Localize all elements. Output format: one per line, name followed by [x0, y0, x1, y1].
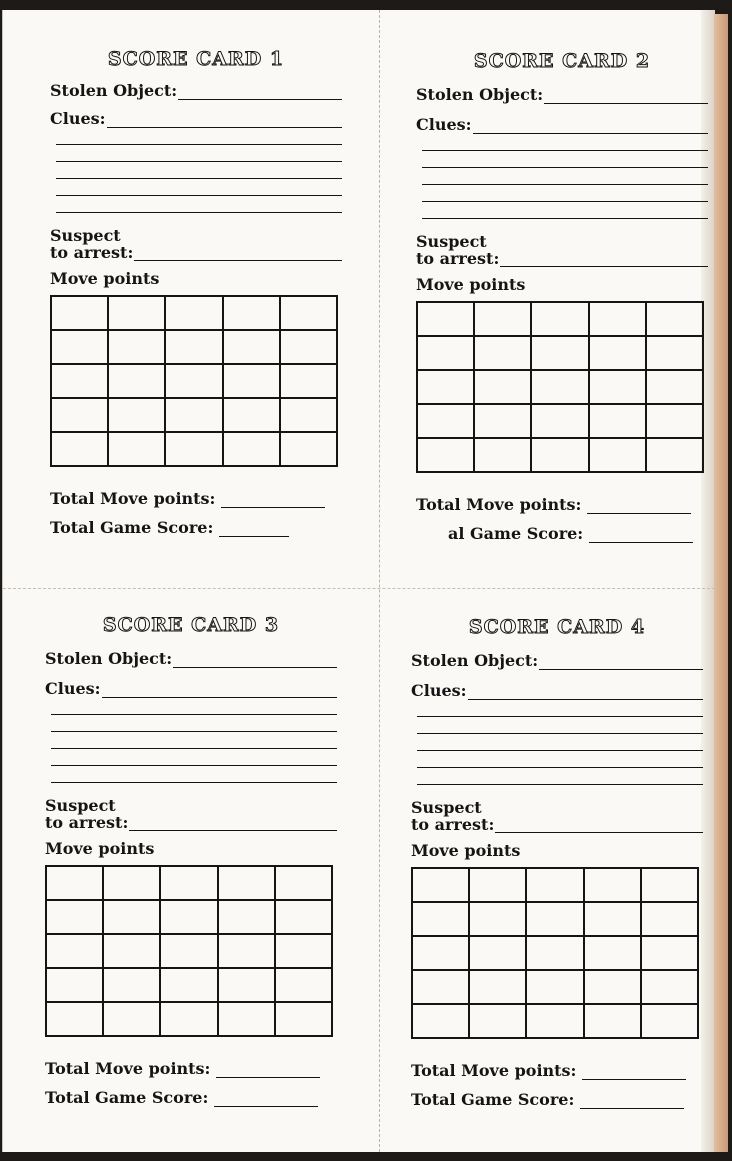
grid-cell[interactable] — [584, 868, 641, 902]
grid-cell[interactable] — [469, 936, 526, 970]
totals-section — [411, 1051, 703, 1109]
grid-cell[interactable] — [531, 370, 588, 404]
suspect-field[interactable] — [495, 818, 703, 833]
grid-cell[interactable] — [46, 866, 103, 900]
suspect-row — [416, 233, 708, 267]
score-card-4 — [411, 614, 703, 1134]
grid-cell[interactable] — [218, 934, 275, 968]
grid-cell[interactable] — [223, 364, 280, 398]
grid-cell[interactable] — [165, 296, 222, 330]
clues-row — [416, 112, 708, 134]
grid-cell[interactable] — [412, 868, 469, 902]
grid-cell[interactable] — [103, 968, 160, 1002]
stolen-object-row — [416, 82, 708, 104]
grid-cell[interactable] — [275, 900, 332, 934]
total-game-score-row — [416, 514, 708, 543]
grid-cell[interactable] — [165, 364, 222, 398]
total-move-points-row — [50, 479, 342, 508]
grid-cell[interactable] — [51, 432, 108, 466]
grid-cell[interactable] — [412, 1004, 469, 1038]
grid-cell[interactable] — [103, 1002, 160, 1036]
suspect-label-line1: Suspect — [411, 798, 482, 817]
grid-cell[interactable] — [103, 866, 160, 900]
suspect-label — [416, 233, 499, 267]
grid-cell[interactable] — [223, 432, 280, 466]
move-points-label: Move points — [50, 269, 160, 288]
card-title: SCORE CARD 1 — [107, 48, 285, 70]
stolen-object-row — [45, 646, 337, 668]
stolen-object-label: Stolen Object: — [416, 85, 544, 104]
totals-section — [50, 479, 342, 537]
grid-cell[interactable] — [275, 934, 332, 968]
grid-cell[interactable] — [589, 370, 646, 404]
move-points-label: Move points — [411, 841, 521, 860]
clue-line[interactable] — [51, 749, 337, 766]
move-points-label: Move points — [416, 275, 526, 294]
grid-cell[interactable] — [526, 1004, 583, 1038]
clues-label: Clues: — [411, 681, 467, 700]
total-move-points-field[interactable] — [216, 1062, 320, 1078]
suspect-label — [411, 799, 494, 833]
total-game-score-field[interactable] — [214, 1091, 318, 1107]
total-game-score-label: Total Game Score: — [411, 1090, 575, 1109]
total-move-points-field[interactable] — [582, 1064, 686, 1080]
grid-cell[interactable] — [280, 364, 337, 398]
total-game-score-row — [50, 508, 342, 537]
card-title: SCORE CARD 2 — [473, 50, 651, 72]
grid-cell[interactable] — [108, 364, 165, 398]
grid-cell[interactable] — [103, 900, 160, 934]
grid-cell[interactable] — [531, 336, 588, 370]
grid-cell[interactable] — [589, 404, 646, 438]
clue-line[interactable] — [51, 698, 337, 715]
clue-line[interactable] — [56, 162, 342, 179]
grid-cell[interactable] — [584, 970, 641, 1004]
grid-cell[interactable] — [51, 398, 108, 432]
grid-cell[interactable] — [474, 370, 531, 404]
clue-line[interactable] — [422, 134, 708, 151]
grid-cell[interactable] — [417, 438, 474, 472]
suspect-field[interactable] — [129, 816, 337, 831]
totals-section — [416, 485, 708, 543]
grid-cell[interactable] — [469, 1004, 526, 1038]
clue-line[interactable] — [417, 768, 703, 785]
suspect-field[interactable] — [134, 246, 342, 261]
move-points-grid — [411, 867, 699, 1039]
grid-cell[interactable] — [218, 1002, 275, 1036]
grid-cell[interactable] — [280, 296, 337, 330]
total-game-score-field[interactable] — [589, 527, 693, 543]
suspect-row — [50, 227, 342, 261]
grid-cell[interactable] — [589, 336, 646, 370]
grid-cell[interactable] — [417, 370, 474, 404]
grid-cell[interactable] — [280, 432, 337, 466]
card-title: SCORE CARD 3 — [102, 614, 280, 636]
grid-cell[interactable] — [469, 970, 526, 1004]
booklet-page-edge — [714, 14, 728, 1152]
clue-line[interactable] — [422, 185, 708, 202]
clue-line[interactable] — [417, 700, 703, 717]
stolen-object-label: Stolen Object: — [50, 81, 178, 100]
suspect-label — [45, 797, 128, 831]
grid-cell[interactable] — [280, 398, 337, 432]
grid-cell[interactable] — [646, 438, 703, 472]
grid-cell[interactable] — [474, 438, 531, 472]
clues-field[interactable] — [102, 682, 337, 698]
booklet-page — [2, 10, 715, 1152]
move-points-grid — [416, 301, 704, 473]
total-game-score-field[interactable] — [580, 1093, 684, 1109]
stolen-object-field[interactable] — [539, 654, 703, 670]
stolen-object-field[interactable] — [178, 84, 342, 100]
clues-field[interactable] — [468, 684, 703, 700]
grid-cell[interactable] — [646, 370, 703, 404]
clue-line[interactable] — [417, 734, 703, 751]
clue-line[interactable] — [56, 128, 342, 145]
suspect-label-line2: to arrest: — [45, 813, 129, 832]
clue-line[interactable] — [51, 766, 337, 783]
stolen-object-row — [50, 78, 342, 100]
grid-cell[interactable] — [108, 398, 165, 432]
grid-cell[interactable] — [469, 868, 526, 902]
grid-cell[interactable] — [417, 302, 474, 336]
grid-cell[interactable] — [474, 404, 531, 438]
grid-cell[interactable] — [526, 970, 583, 1004]
grid-cell[interactable] — [108, 296, 165, 330]
grid-cell[interactable] — [223, 296, 280, 330]
clue-line[interactable] — [51, 715, 337, 732]
move-points-grid — [45, 865, 333, 1037]
clues-row — [411, 678, 703, 700]
suspect-field[interactable] — [500, 252, 708, 267]
grid-cell[interactable] — [108, 330, 165, 364]
total-game-score-label: Total Game Score: — [50, 518, 214, 537]
grid-cell[interactable] — [275, 866, 332, 900]
suspect-label-line2: to arrest: — [50, 243, 134, 262]
suspect-label-line2: to arrest: — [411, 815, 495, 834]
clues-label: Clues: — [416, 115, 472, 134]
clues-label: Clues: — [50, 109, 106, 128]
stolen-object-label: Stolen Object: — [45, 649, 173, 668]
grid-cell[interactable] — [641, 868, 698, 902]
grid-cell[interactable] — [160, 866, 217, 900]
total-game-score-label: Total Game Score: — [45, 1088, 209, 1107]
grid-cell[interactable] — [218, 866, 275, 900]
total-move-points-row — [45, 1049, 337, 1078]
grid-cell[interactable] — [526, 868, 583, 902]
grid-cell[interactable] — [584, 1004, 641, 1038]
move-points-label: Move points — [45, 839, 155, 858]
total-move-points-field[interactable] — [221, 492, 325, 508]
score-card-3 — [45, 612, 337, 1132]
grid-cell[interactable] — [531, 404, 588, 438]
grid-cell[interactable] — [165, 398, 222, 432]
grid-cell[interactable] — [160, 1002, 217, 1036]
score-card-1 — [50, 46, 342, 566]
card-title: SCORE CARD 4 — [468, 616, 646, 638]
grid-cell[interactable] — [412, 936, 469, 970]
grid-cell[interactable] — [165, 432, 222, 466]
grid-cell[interactable] — [589, 302, 646, 336]
grid-cell[interactable] — [646, 302, 703, 336]
grid-cell[interactable] — [160, 968, 217, 1002]
grid-cell[interactable] — [223, 398, 280, 432]
suspect-label-line2: to arrest: — [416, 249, 500, 268]
clues-row — [45, 676, 337, 698]
clues-row — [50, 106, 342, 128]
total-move-points-label: Total Move points: — [416, 495, 582, 514]
grid-cell[interactable] — [275, 968, 332, 1002]
grid-cell[interactable] — [412, 902, 469, 936]
grid-cell[interactable] — [218, 900, 275, 934]
grid-cell[interactable] — [46, 900, 103, 934]
score-card-2 — [416, 48, 708, 568]
stolen-object-field[interactable] — [173, 652, 337, 668]
total-game-score-label: al Game Score: — [448, 524, 584, 543]
grid-cell[interactable] — [531, 302, 588, 336]
clues-label: Clues: — [45, 679, 101, 698]
grid-cell[interactable] — [51, 364, 108, 398]
clue-line[interactable] — [422, 202, 708, 219]
grid-cell[interactable] — [165, 330, 222, 364]
total-move-points-row — [411, 1051, 703, 1080]
suspect-row — [45, 797, 337, 831]
clue-line[interactable] — [417, 717, 703, 734]
grid-cell[interactable] — [474, 336, 531, 370]
clue-line[interactable] — [56, 196, 342, 213]
total-game-score-row — [411, 1080, 703, 1109]
grid-cell[interactable] — [417, 336, 474, 370]
clue-line[interactable] — [417, 751, 703, 768]
grid-cell[interactable] — [641, 1004, 698, 1038]
grid-cell[interactable] — [103, 934, 160, 968]
total-game-score-field[interactable] — [219, 521, 289, 537]
total-move-points-label: Total Move points: — [50, 489, 216, 508]
clue-line[interactable] — [51, 732, 337, 749]
grid-cell[interactable] — [160, 900, 217, 934]
grid-cell[interactable] — [641, 902, 698, 936]
clue-line[interactable] — [56, 145, 342, 162]
grid-cell[interactable] — [646, 336, 703, 370]
total-move-points-label: Total Move points: — [411, 1061, 577, 1080]
suspect-label — [50, 227, 133, 261]
grid-cell[interactable] — [160, 934, 217, 968]
suspect-label-line1: Suspect — [50, 226, 121, 245]
grid-cell[interactable] — [469, 902, 526, 936]
clue-line[interactable] — [56, 179, 342, 196]
grid-cell[interactable] — [641, 970, 698, 1004]
grid-cell[interactable] — [46, 934, 103, 968]
grid-cell[interactable] — [531, 438, 588, 472]
suspect-row — [411, 799, 703, 833]
suspect-label-line1: Suspect — [45, 796, 116, 815]
grid-cell[interactable] — [474, 302, 531, 336]
total-move-points-label: Total Move points: — [45, 1059, 211, 1078]
grid-cell[interactable] — [51, 296, 108, 330]
grid-cell[interactable] — [417, 404, 474, 438]
grid-cell[interactable] — [589, 438, 646, 472]
grid-cell[interactable] — [646, 404, 703, 438]
move-points-grid — [50, 295, 338, 467]
grid-cell[interactable] — [218, 968, 275, 1002]
total-game-score-row — [45, 1078, 337, 1107]
horizontal-perforation — [3, 588, 715, 589]
suspect-label-line1: Suspect — [416, 232, 487, 251]
clue-line[interactable] — [422, 151, 708, 168]
grid-cell[interactable] — [584, 936, 641, 970]
clues-field[interactable] — [107, 112, 342, 128]
grid-cell[interactable] — [526, 936, 583, 970]
stolen-object-row — [411, 648, 703, 670]
total-move-points-row — [416, 485, 708, 514]
grid-cell[interactable] — [46, 1002, 103, 1036]
grid-cell[interactable] — [280, 330, 337, 364]
clues-field[interactable] — [473, 118, 708, 134]
grid-cell[interactable] — [584, 902, 641, 936]
grid-cell[interactable] — [641, 936, 698, 970]
grid-cell[interactable] — [51, 330, 108, 364]
vertical-perforation — [379, 10, 380, 1152]
grid-cell[interactable] — [108, 432, 165, 466]
total-move-points-field[interactable] — [587, 498, 691, 514]
grid-cell[interactable] — [412, 970, 469, 1004]
grid-cell[interactable] — [526, 902, 583, 936]
stolen-object-field[interactable] — [544, 88, 708, 104]
totals-section — [45, 1049, 337, 1107]
stolen-object-label: Stolen Object: — [411, 651, 539, 670]
grid-cell[interactable] — [46, 968, 103, 1002]
clue-line[interactable] — [422, 168, 708, 185]
grid-cell[interactable] — [223, 330, 280, 364]
grid-cell[interactable] — [275, 1002, 332, 1036]
